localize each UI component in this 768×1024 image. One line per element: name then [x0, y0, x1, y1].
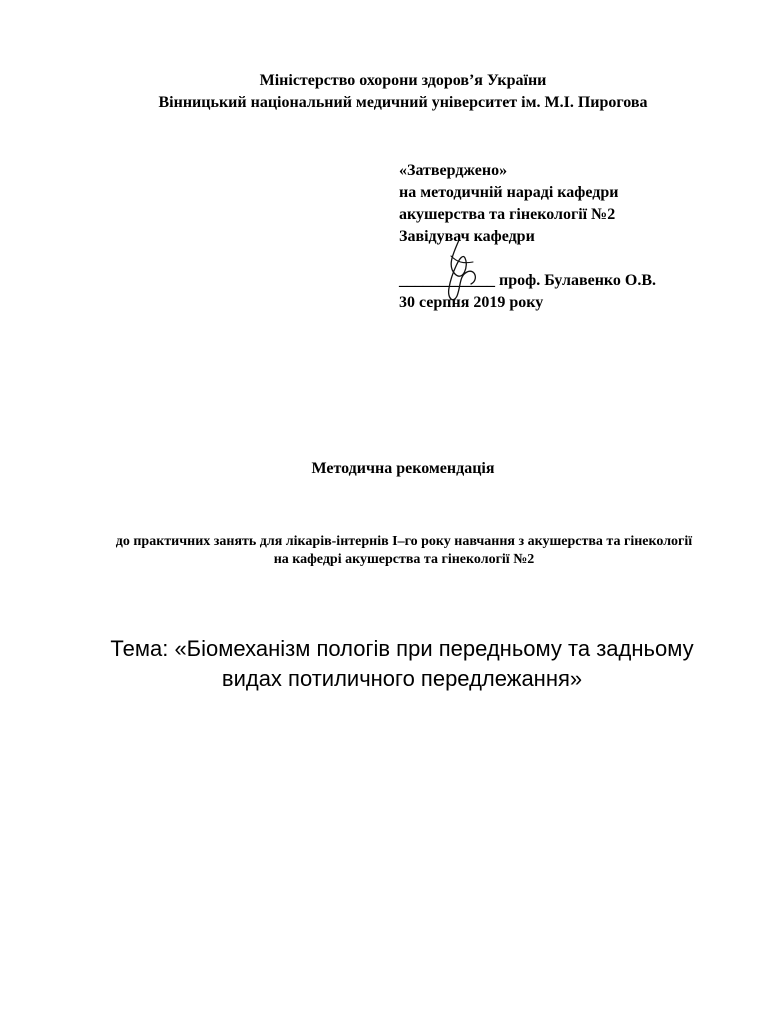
university-name: Вінницький національний медичний університет ім. М.І. Пирогова — [158, 94, 648, 111]
document-purpose — [80, 533, 728, 569]
approval-department: акушерства та гінекології №2 — [399, 206, 616, 223]
document-topic — [60, 634, 744, 694]
document-header — [0, 70, 768, 114]
approval-meeting: на методичній нараді кафедри — [399, 184, 619, 201]
approval-status: «Затверджено» — [399, 162, 508, 179]
signature-line-text: ____________ проф. Булавенко О.В. — [399, 272, 657, 289]
approval-block — [399, 160, 739, 314]
signature-row — [399, 270, 739, 292]
ministry-name: Міністерство охорони здоров’я України — [259, 72, 547, 89]
purpose-line-2: на кафедрі акушерства та гінекології №2 — [273, 552, 535, 567]
purpose-line-1: до практичних занять для лікарів-інтернів I–го року навчання з акушерства та гінекології — [115, 534, 693, 549]
topic-line-2: видах потиличного передлежання» — [221, 666, 583, 691]
approval-head-title: Завідувач кафедри — [399, 228, 535, 245]
topic-line-1: Тема: «Біомеханізм пологів при передньому та задньому — [110, 636, 694, 661]
approval-date: 30 серпня 2019 року — [399, 294, 544, 311]
document-type-heading: Методична рекомендація — [311, 460, 495, 477]
